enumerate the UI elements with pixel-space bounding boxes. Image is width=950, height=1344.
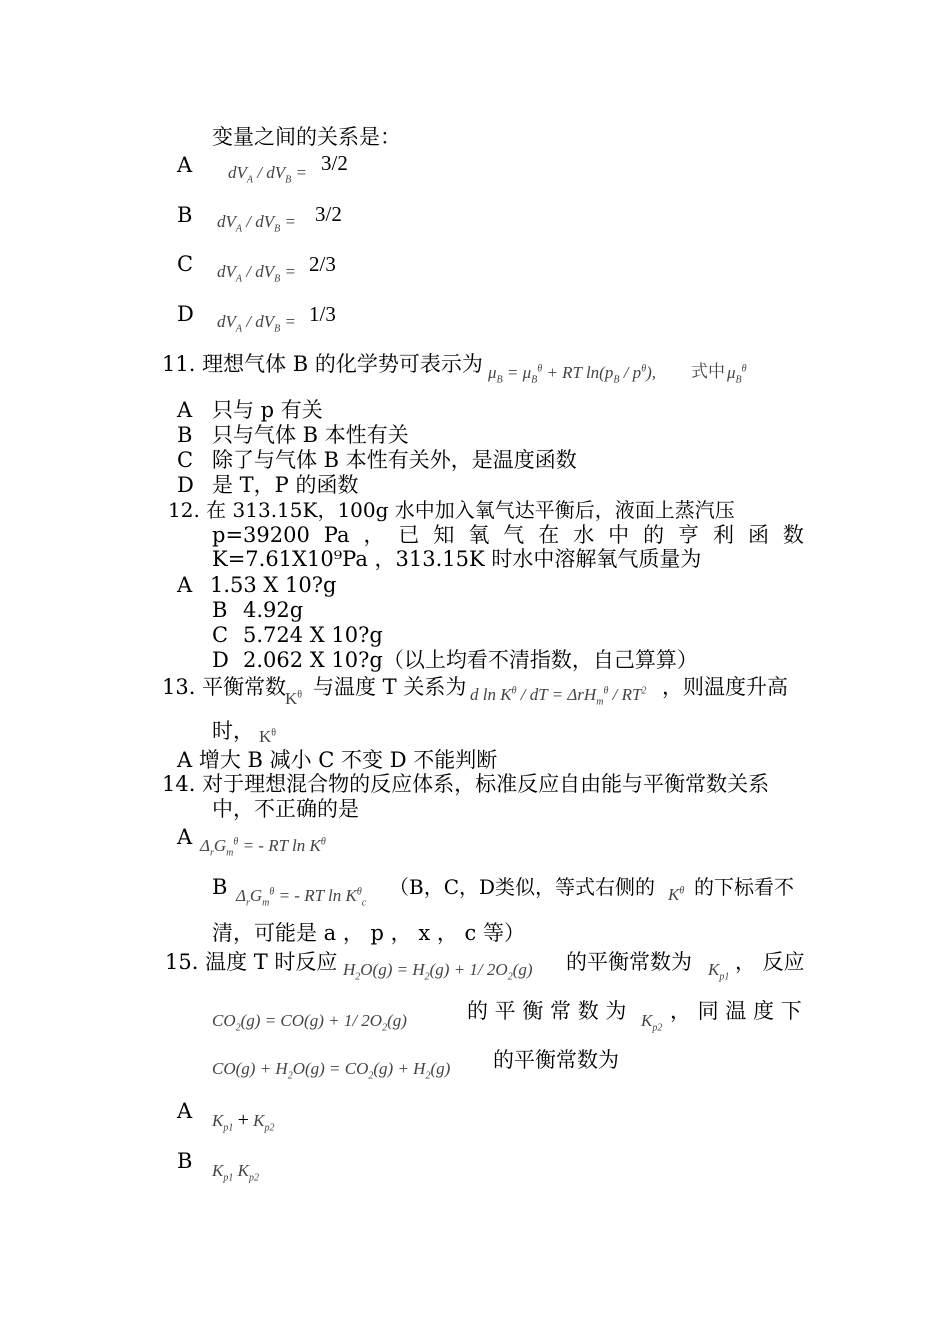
q10-option-c-value: 2/3 <box>309 252 336 276</box>
q12-word: 知 <box>433 523 455 547</box>
q15-reaction-2: $CO_2(g) = CO(g) + 1/$ $2O_2(g)$ <box>212 1011 407 1034</box>
q14-option-b-line2: 清，可能是 a ， p ， x ， c 等） <box>212 921 525 945</box>
q10-option-b-letter: B <box>177 203 193 227</box>
q10-option-b-formula: $dV_A / dV_B$ = <box>217 212 296 235</box>
q12-word: 已 <box>398 523 420 547</box>
q13-line2: 时， <box>212 719 254 743</box>
q14-option-b-letter: B <box>212 875 228 899</box>
q10-option-a-letter: A <box>177 153 193 177</box>
q10-option-c-letter: C <box>177 252 194 276</box>
q11-option-b-text: 只与气体 B 本性有关 <box>212 423 409 447</box>
q14-option-b-note2: 的下标看不 <box>694 875 794 899</box>
q11-option-c-text: 除了与气体 B 本性有关外，是温度函数 <box>212 448 577 472</box>
q12-word: p=39200 <box>212 523 310 547</box>
q15-reaction-1: $H_2O(g) = H_2(g) + 1/$ $2O_2(g)$ <box>343 960 533 983</box>
q11-option-b-letter: B <box>177 423 193 447</box>
q12-option-b-text: 4.92g <box>243 598 304 622</box>
q12-word: 气 <box>503 523 525 547</box>
q11-stem: 11. 理想气体 B 的化学势可表示为 <box>162 352 483 376</box>
q15-reaction-3: $CO(g) + H_2O(g) = CO_2(g) + H_2(g)$ <box>212 1059 451 1082</box>
q11-option-d-letter: D <box>177 473 194 497</box>
q15-kp1: $K_{p1}$ <box>708 960 730 983</box>
q12-word: 水 <box>573 523 595 547</box>
q13-symbol-k: $K^\theta$ <box>285 689 303 708</box>
q15-line2-tail: ， 同 温 度 下 <box>670 999 802 1023</box>
q15-stem-a: 15. 温度 T 时反应 <box>165 950 338 974</box>
q13-formula: d $\ln K^\theta$ / dT = $\Delta rH_m^\theta / RT^2$ <box>470 685 647 708</box>
q15-stem-c: ， 反应 <box>735 950 805 974</box>
q12-option-a-text: 1.53 X 10?g <box>210 573 337 597</box>
q12-option-d-text: 2.062 X 10?g（以上均看不清指数，自己算算） <box>243 648 698 672</box>
q12-word: ， <box>363 523 385 547</box>
q15-option-b-letter: B <box>177 1149 193 1173</box>
q14-option-b-formula: $\Delta_rG_m^\theta$ = - RT $\ln K^\theta_c$ <box>236 886 367 909</box>
q10-option-b-value: 3/2 <box>315 202 342 226</box>
q10-stem-cont: 变量之间的关系是： <box>212 125 401 149</box>
q13-stem-a: 13. 平衡常数 <box>162 675 287 699</box>
q15-option-a-letter: A <box>177 1099 193 1123</box>
q12-option-c-letter: C <box>212 623 229 647</box>
q14-line2: 中，不正确的是 <box>212 797 359 821</box>
q11-formula: $\mu_B = \mu_B^\theta$ + RT $\ln(p_B / p^\theta)$, <box>488 363 657 386</box>
q12-word: 的 <box>643 523 665 547</box>
q10-option-d-letter: D <box>177 302 194 326</box>
q11-option-c-letter: C <box>177 448 194 472</box>
q15-line3-tail: 的平衡常数为 <box>493 1048 619 1072</box>
q10-option-a-formula: $dV_A / dV_B$ = <box>228 163 307 186</box>
q15-option-b-formula: $K_{p1}$ $K_{p2}$ <box>212 1161 259 1184</box>
q14-option-a-letter: A <box>177 825 193 849</box>
q15-option-a-formula: $K_{p1} + K_{p2}$ <box>212 1109 275 1134</box>
q11-option-a-letter: A <box>177 398 193 422</box>
q12-word: 亨 <box>678 523 700 547</box>
q15-stem-b: 的平衡常数为 <box>566 950 692 974</box>
q14-option-b-note: （B，C，D类似，等式右侧的 <box>389 875 656 899</box>
q12-line1: 12. 在 313.15K，100g 水中加入氧气达平衡后，液面上蒸汽压 <box>168 498 735 522</box>
q14-option-a-formula: $\Delta_rG_m^\theta$ = - RT $\ln K^\theta$ <box>200 836 326 859</box>
q11-option-a-text: 只与 p 有关 <box>212 398 323 422</box>
q14-line1: 14. 对于理想混合物的反应体系，标准反应自由能与平衡常数关系 <box>162 772 770 796</box>
q12-word: 氧 <box>468 523 490 547</box>
q10-option-d-value: 1/3 <box>309 302 336 326</box>
q15-kp2: $K_{p2}$ <box>641 1011 663 1034</box>
q13-stem-b: 与温度 T 关系为 <box>313 675 467 699</box>
q11-option-d-text: 是 T，P 的函数 <box>212 473 359 497</box>
q12-option-d-letter: D <box>212 648 229 672</box>
q12-word: 在 <box>538 523 560 547</box>
q12-option-a-letter: A <box>177 573 193 597</box>
q12-option-c-text: 5.724 X 10?g <box>243 623 383 647</box>
q11-tail-symbol: $\mu_B^\theta$ <box>727 363 747 386</box>
q12-word: 利 <box>713 523 734 547</box>
q12-option-b-letter: B <box>212 598 228 622</box>
q15-line2-mid: 的 平 衡 常 数 为 <box>467 999 627 1023</box>
q10-option-a-value: 3/2 <box>321 151 348 175</box>
q12-word: 中 <box>608 523 630 547</box>
q14-option-b-symbol: $K^\theta$ <box>668 885 685 904</box>
q11-tail: 式中 <box>691 362 725 382</box>
q12-word: Pa <box>323 523 350 547</box>
q12-line3: K=7.61X10⁹Pa ，313.15K 时水中溶解氧气质量为 <box>212 547 702 571</box>
q12-line2 <box>212 525 804 546</box>
q13-stem-c: ，则温度升高 <box>662 675 788 699</box>
q12-word: 数 <box>782 523 804 547</box>
q10-option-c-formula: $dV_A / dV_B$ = <box>217 262 296 285</box>
q13-symbol-k2: $K^\theta$ <box>259 727 277 746</box>
q10-option-d-formula: $dV_A / dV_B$ = <box>217 312 296 335</box>
q12-word: 函 <box>747 523 769 547</box>
q13-options: A 增大 B 减小 C 不变 D 不能判断 <box>177 748 498 772</box>
